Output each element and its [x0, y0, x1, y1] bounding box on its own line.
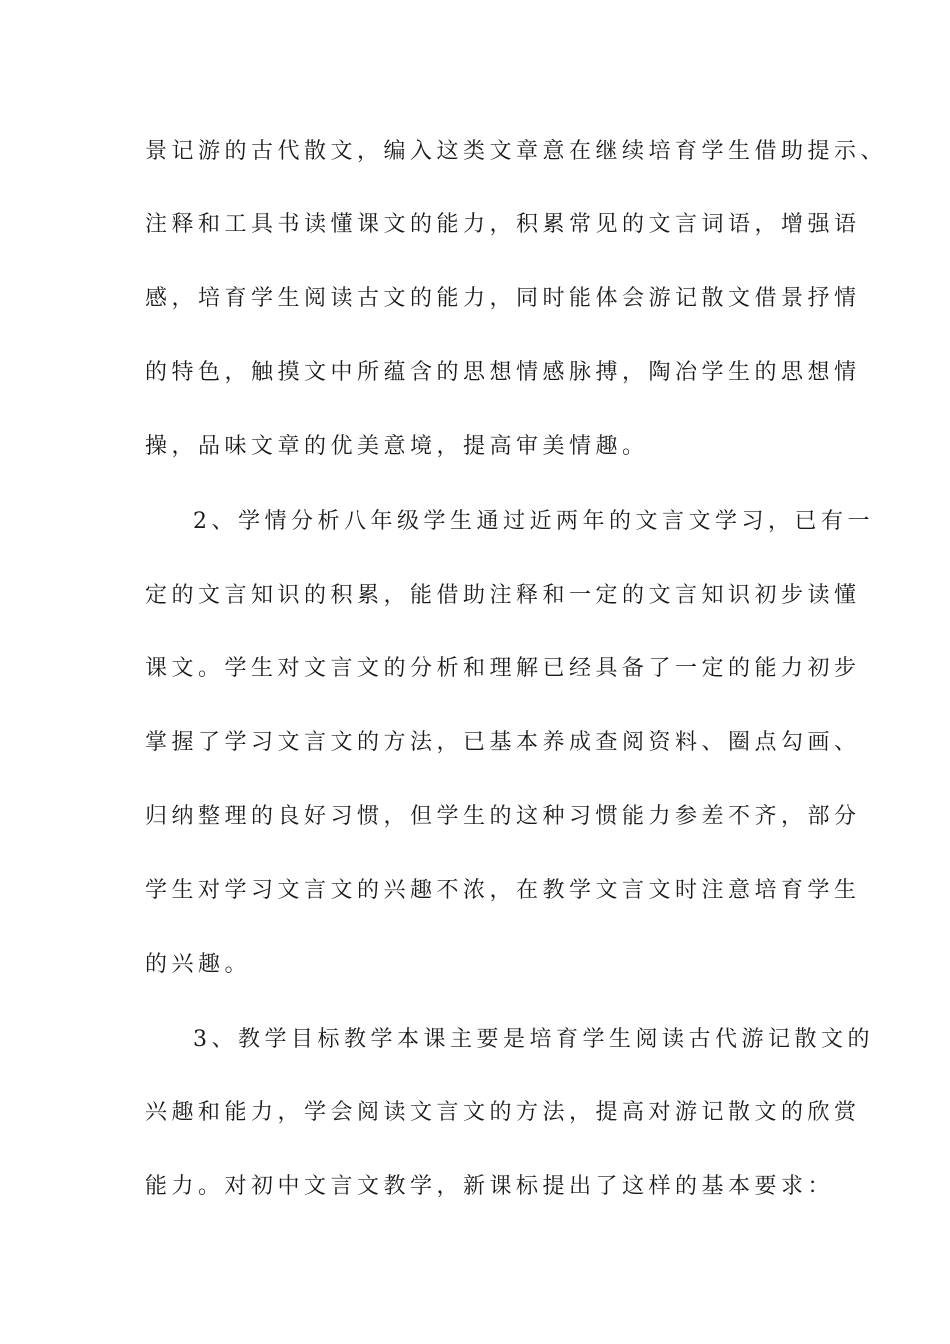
text-line: 的特色，触摸文中所蕴含的思想情感脉搏，陶冶学生的思想情: [145, 360, 861, 385]
text-line: 景记游的古代散文，编入这类文章意在继续培育学生借助提示、: [145, 139, 888, 164]
paragraph-2-first-line: 2、学情分析八年级学生通过近两年的文言文学习，已有一: [193, 509, 874, 534]
text-line: 兴趣和能力，学会阅读文言文的方法，提高对游记散文的欣赏: [145, 1100, 861, 1125]
text-line: 课文。学生对文言文的分析和理解已经具备了一定的能力初步: [145, 656, 861, 681]
paragraph-3-first-line: 3、教学目标教学本课主要是培育学生阅读古代游记散文的: [193, 1027, 874, 1052]
text-line: 归纳整理的良好习惯，但学生的这种习惯能力参差不齐，部分: [145, 804, 861, 829]
text-line: 能力。对初中文言文教学，新课标提出了这样的基本要求：: [145, 1174, 835, 1199]
text-line: 定的文言知识的积累，能借助注释和一定的文言知识初步读懂: [145, 583, 861, 608]
text-line: 掌握了学习文言文的方法，已基本养成查阅资料、圈点勾画、: [145, 730, 861, 755]
text-line: 注释和工具书读懂课文的能力，积累常见的文言词语，增强语: [145, 212, 861, 237]
text-line: 的兴趣。: [145, 952, 252, 977]
text-line: 操，品味文章的优美意境，提高审美情趣。: [145, 434, 649, 459]
text-line: 感，培育学生阅读古文的能力，同时能体会游记散文借景抒情: [145, 286, 861, 311]
text-line: 学生对学习文言文的兴趣不浓，在教学文言文时注意培育学生: [145, 878, 861, 903]
